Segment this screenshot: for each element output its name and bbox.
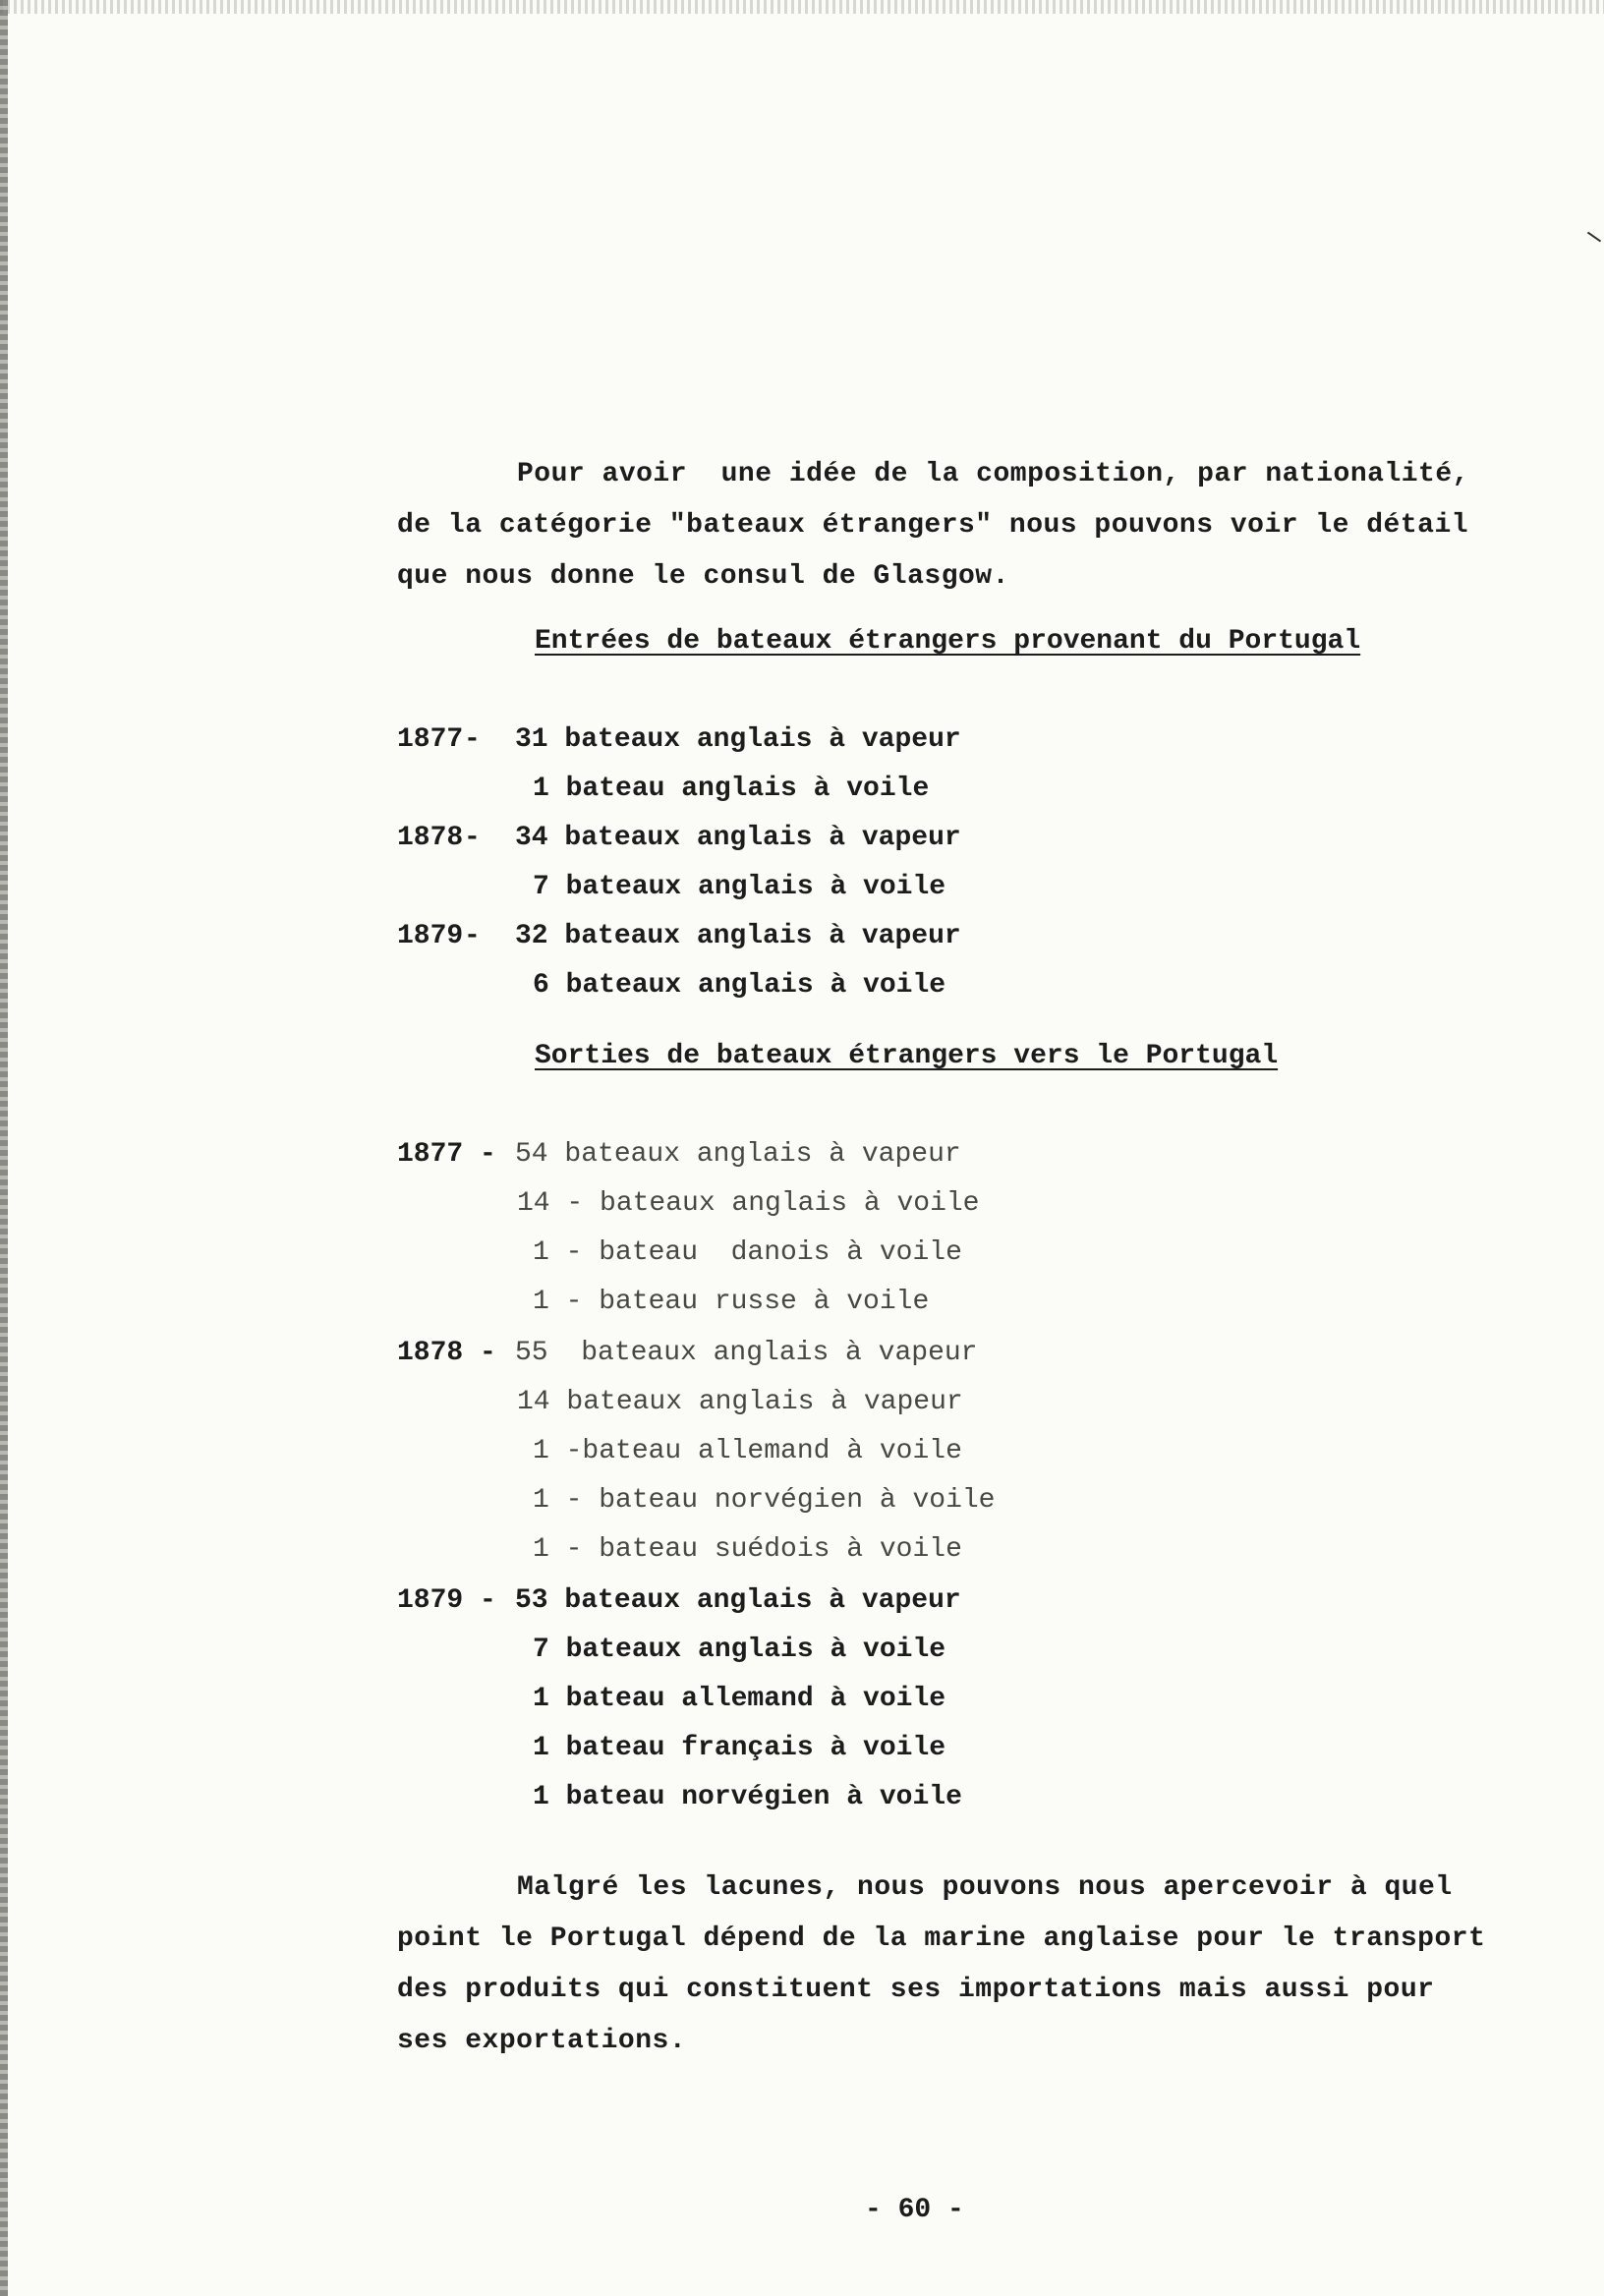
entry-text: 1 bateau français à voile [533,1733,946,1763]
intro-line-1: Pour avoir une idée de la composition, par nationalité, [517,459,1469,489]
entry-text: 7 bateaux anglais à voile [533,872,946,902]
entry-text: 1 - bateau norvégien à voile [533,1485,996,1516]
entry-year: 1879 [397,921,464,951]
entry-text: 14 - bateaux anglais à voile [517,1188,980,1219]
entry-text: 31 bateaux anglais à vapeur [515,724,961,755]
entry-text: 1 -bateau allemand à voile [533,1436,962,1466]
page-number: - 60 - [865,2195,964,2225]
scan-top-edge [0,0,1604,14]
entry-text: 14 bateaux anglais à vapeur [517,1387,963,1417]
entry-dash: - [464,724,481,755]
entry-text: 1 - bateau danois à voile [533,1237,962,1268]
scan-mark [1587,232,1601,243]
heading-entrees: Entrées de bateaux étrangers provenant du Portugal [535,626,1361,657]
entry-year: 1879 [397,1585,464,1616]
entry-text: 7 bateaux anglais à voile [533,1635,946,1665]
entry-text: 6 bateaux anglais à voile [533,970,946,1001]
entry-text: 1 bateau norvégien à voile [533,1782,962,1812]
closing-line-1: Malgré les lacunes, nous pouvons nous apercevoir à quel [517,1872,1453,1903]
entry-text: 1 - bateau russe à voile [533,1287,930,1317]
entry-year: 1878 [397,1338,464,1368]
closing-line-3: des produits qui constituent ses importations mais aussi pour [397,1975,1435,2005]
entry-text: 34 bateaux anglais à vapeur [515,823,961,853]
entry-text: 1 - bateau suédois à voile [533,1534,962,1565]
heading-sorties: Sorties de bateaux étrangers vers le Portugal [535,1041,1279,1071]
entry-dash: - [480,1338,496,1368]
intro-line-2: de la catégorie "bateaux étrangers" nous pouvons voir le détail [397,510,1469,541]
entry-text: 53 bateaux anglais à vapeur [515,1585,961,1616]
entry-year: 1877 [397,1139,464,1170]
entry-text: 55 bateaux anglais à vapeur [515,1338,978,1368]
entry-text: 54 bateaux anglais à vapeur [515,1139,961,1170]
entry-dash: - [464,823,481,853]
closing-line-4: ses exportations. [397,2026,687,2056]
closing-line-2: point le Portugal dépend de la marine anglaise pour le transport [397,1923,1486,1954]
entry-text: 32 bateaux anglais à vapeur [515,921,961,951]
entry-dash: - [480,1585,496,1616]
entry-year: 1877 [397,724,464,755]
entry-dash: - [464,921,481,951]
scan-left-edge [0,0,8,2296]
entry-text: 1 bateau anglais à voile [533,774,930,804]
intro-line-3: que nous donne le consul de Glasgow. [397,561,1009,592]
entry-year: 1878 [397,823,464,853]
entry-text: 1 bateau allemand à voile [533,1684,946,1714]
entry-dash: - [480,1139,496,1170]
